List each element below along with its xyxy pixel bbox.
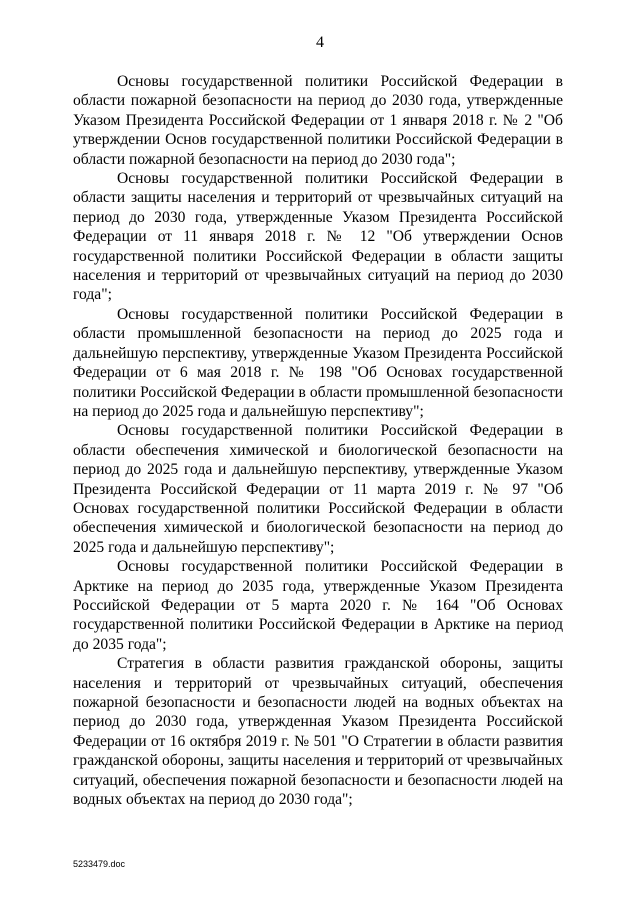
paragraph-arctic-policy: Основы государственной политики Российской Федерации в Арктике на период до 2035 года, утвержденные Указом Президента Российской Федерации от 5 марта 2020 г. № 164 "Об Основах государственной политики Российской Федерации в Арктике на период до 2035 года"; xyxy=(73,558,563,653)
document-body xyxy=(73,72,563,809)
paragraph-civil-defense-strategy: Стратегия в области развития гражданской обороны, защиты населения и территорий от чрезвычайных ситуаций, обеспечения пожарной безопасности и безопасности людей на водных объектах на период до 2030 года, утвержденная Указом Президента Российской Федерации от 16 октября 2019 г. № 501 "О Стратегии в области развития гражданской обороны, защиты населения и территорий от чрезвычайных ситуаций, обеспечения пожарной безопасности и безопасности людей на водных объектах на период до 2030 года"; xyxy=(73,655,563,809)
paragraph-industrial-safety: Основы государственной политики Российской Федерации в области промышленной безопасности на период до 2025 года и дальнейшую перспективу, утвержденные Указом Президента Российской Федерации от 6 мая 2018 г. № 198 "Об Основах государственной политики Российской Федерации в области промышленной безопасности на период до 2025 года и дальнейшую перспективу"; xyxy=(73,305,563,420)
paragraph-fire-safety: Основы государственной политики Российской Федерации в области пожарной безопасности на период до 2030 года, утвержденные Указом Президента Российской Федерации от 1 января 2018 г. № 2 "Об утверждении Основ государственной политики Российской Федерации в области пожарной безопасности на период до 2030 года"; xyxy=(73,73,563,168)
page-number: 4 xyxy=(316,34,324,51)
footer-filename: 5233479.doc xyxy=(73,859,126,869)
paragraph-chemical-biological-safety: Основы государственной политики Российской Федерации в области обеспечения химической и биологической безопасности на период до 2025 года и дальнейшую перспективу, утвержденные Указом Президента Российской Федерации от 11 марта 2019 г. № 97 "Об Основах государственной политики Российской Федерации в области обеспечения химической и биологической безопасности на период до 2025 года и дальнейшую перспективу"; xyxy=(73,422,563,556)
paragraph-emergency-protection: Основы государственной политики Российской Федерации в области защиты населения и территорий от чрезвычайных ситуаций на период до 2030 года, утвержденные Указом Президента Российской Федерации от 11 января 2018 г. № 12 "Об утверждении Основ государственной политики Российской Федерации в области защиты населения и территорий от чрезвычайных ситуаций на период до 2030 года"; xyxy=(73,170,563,304)
